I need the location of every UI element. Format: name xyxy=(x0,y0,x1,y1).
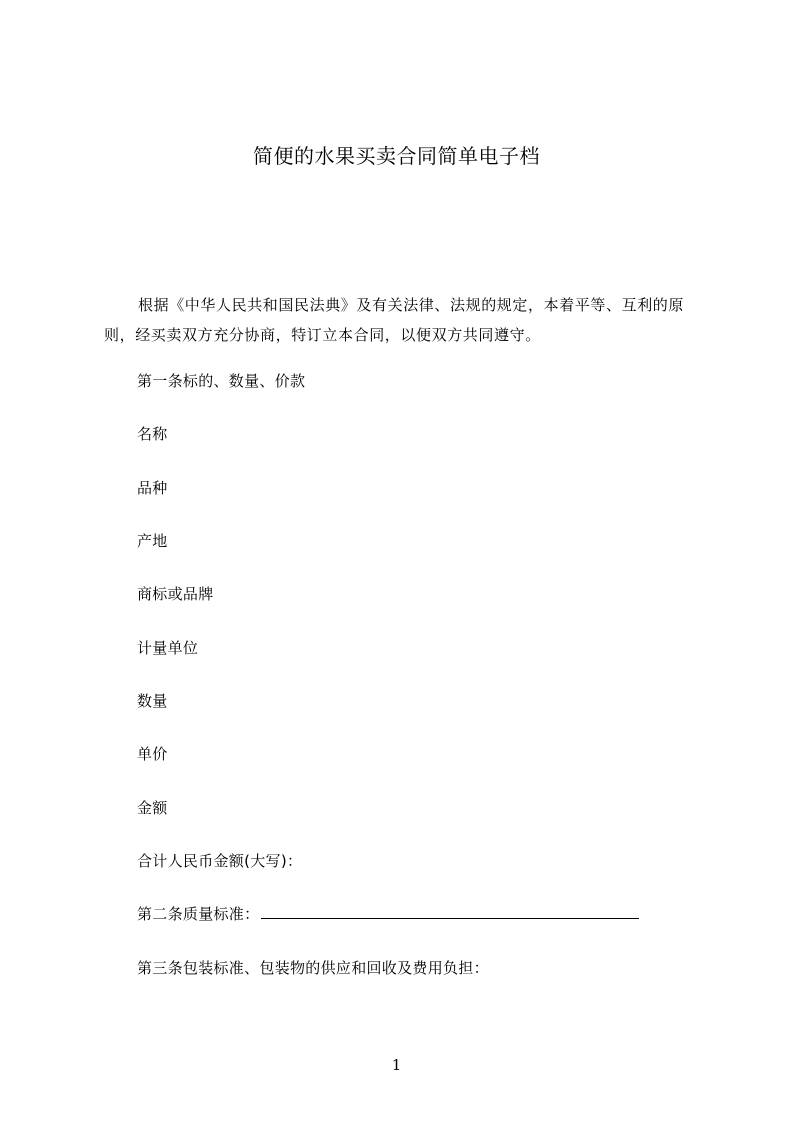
quality-standard-blank xyxy=(261,904,639,919)
article-1-heading: 第一条标的、数量、价款 xyxy=(137,372,306,390)
article-3-label: 第三条包装标准、包装物的供应和回收及费用负担： xyxy=(137,959,489,977)
field-name-label: 名称 xyxy=(137,425,168,443)
page-number: 1 xyxy=(391,1056,402,1074)
field-unit-label: 计量单位 xyxy=(137,639,199,657)
article-2-label: 第二条质量标准： xyxy=(137,905,260,923)
field-amount-label: 金额 xyxy=(137,799,168,817)
field-quantity-label: 数量 xyxy=(137,692,168,710)
field-variety-label: 品种 xyxy=(137,479,168,497)
field-brand-label: 商标或品牌 xyxy=(137,585,214,603)
field-unit-price-label: 单价 xyxy=(137,745,168,763)
field-origin-label: 产地 xyxy=(137,532,168,550)
document-title: 简便的水果买卖合同简单电子档 xyxy=(253,144,540,168)
intro-paragraph: 根据《中华人民共和国民法典》及有关法律、法规的规定，本着平等、互利的原则，经买卖双方充分协商，特订立本合同，以便双方共同遵守。 xyxy=(104,296,685,344)
field-total-label: 合计人民币金额(大写)： xyxy=(137,852,303,870)
article-2-row xyxy=(137,904,639,924)
